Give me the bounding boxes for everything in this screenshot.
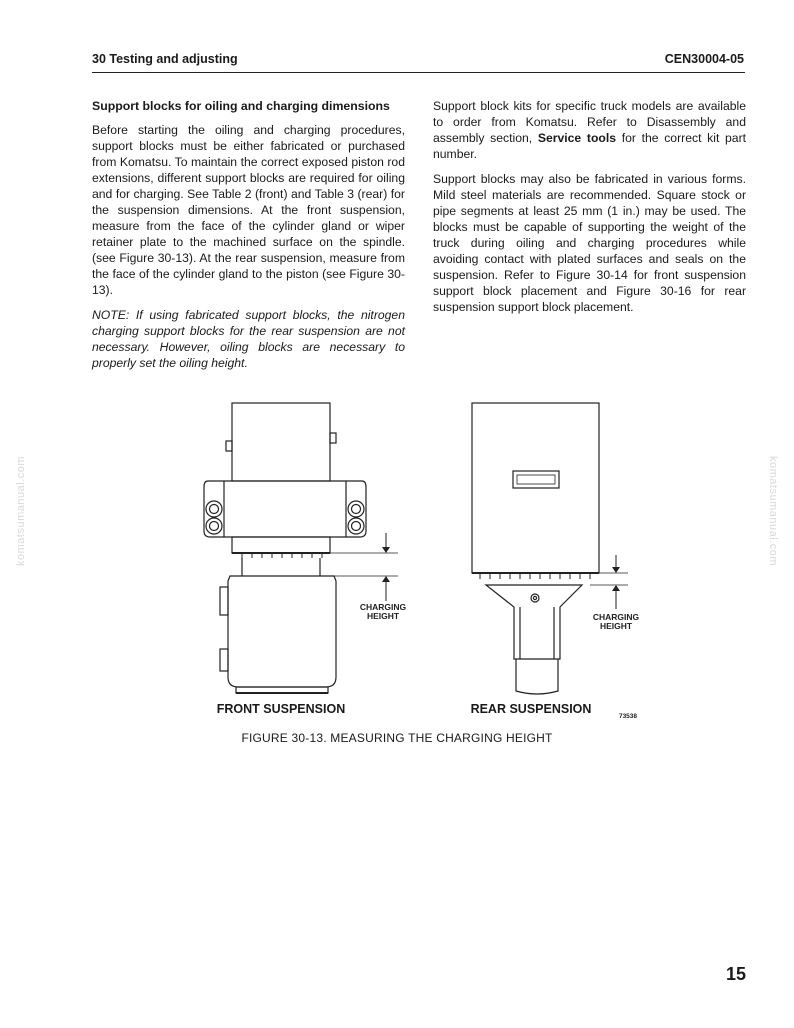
header-doc-code: CEN30004-05 xyxy=(664,52,744,66)
watermark-left: komatsumanual.com xyxy=(15,456,27,566)
page-number: 15 xyxy=(725,964,746,984)
kits-text-start: Support block kits for specific truck models are available to order from Komatsu. Refer to Disassembly and assembly section, xyxy=(433,99,746,145)
header-section-title: 30 Testing and adjusting xyxy=(92,52,238,66)
note-paragraph: NOTE: If using fabricated support blocks, the nitrogen charging support blocks for the rear suspension are not necessary. However, oiling blocks are necessary to properly set the oiling height. xyxy=(92,308,405,370)
right-column xyxy=(433,98,746,324)
rear-charging-label-line1: CHARGING xyxy=(592,612,640,622)
figure-caption: FIGURE 30-13. MEASURING THE CHARGING HEIGHT xyxy=(241,731,553,745)
left-column xyxy=(92,98,405,380)
fabrication-paragraph: Support blocks may also be fabricated in various forms. Mild steel materials are recommended. Square stock or pipe segments at least 25 mm (1 in.) may be used. The blocks must be capable of supporting the weight of the truck during oiling and charging procedures while avoiding contact with plated surfaces and seals on the suspension. Refer to Figure 30-14 for front suspension support block placement and Figure 30-16 for rear suspension support block placement. xyxy=(433,172,746,314)
kits-text-end: for the correct kit part number. xyxy=(433,131,747,161)
front-suspension-label: FRONT SUSPENSION xyxy=(216,702,346,716)
rear-charging-label-line2: HEIGHT xyxy=(599,621,633,631)
section-heading: Support blocks for oiling and charging dimensions xyxy=(92,99,390,113)
kits-paragraph xyxy=(433,98,746,162)
rear-suspension-drawing xyxy=(472,403,628,694)
service-tools-ref: Service tools xyxy=(537,131,617,145)
drawing-number: 73538 xyxy=(618,713,638,720)
header-rule xyxy=(92,72,745,73)
rear-suspension-label: REAR SUSPENSION xyxy=(470,702,592,716)
watermark-right: komatsumanual.com xyxy=(767,456,779,566)
front-charging-label-line1: CHARGING xyxy=(359,602,407,612)
front-suspension-drawing xyxy=(204,403,398,693)
suspension-drawing xyxy=(180,395,660,725)
intro-paragraph: Before starting the oiling and charging procedures, support blocks must be either fabricated or purchased from Komatsu. To maintain the correct exposed piston rod extensions, different support blocks are required for oiling and for charging. See Table 2 (front) and Table 3 (rear) for the suspension dimensions. At the front suspension, measure from the face of the cylinder gland or wiper retainer plate to the machined surface on the spindle. (see Figure 30-13). At the rear suspension, measure from the face of the cylinder gland to the piston (see Figure 30-13). xyxy=(92,123,405,297)
figure-charging-height xyxy=(180,395,660,725)
front-charging-label-line2: HEIGHT xyxy=(366,611,400,621)
